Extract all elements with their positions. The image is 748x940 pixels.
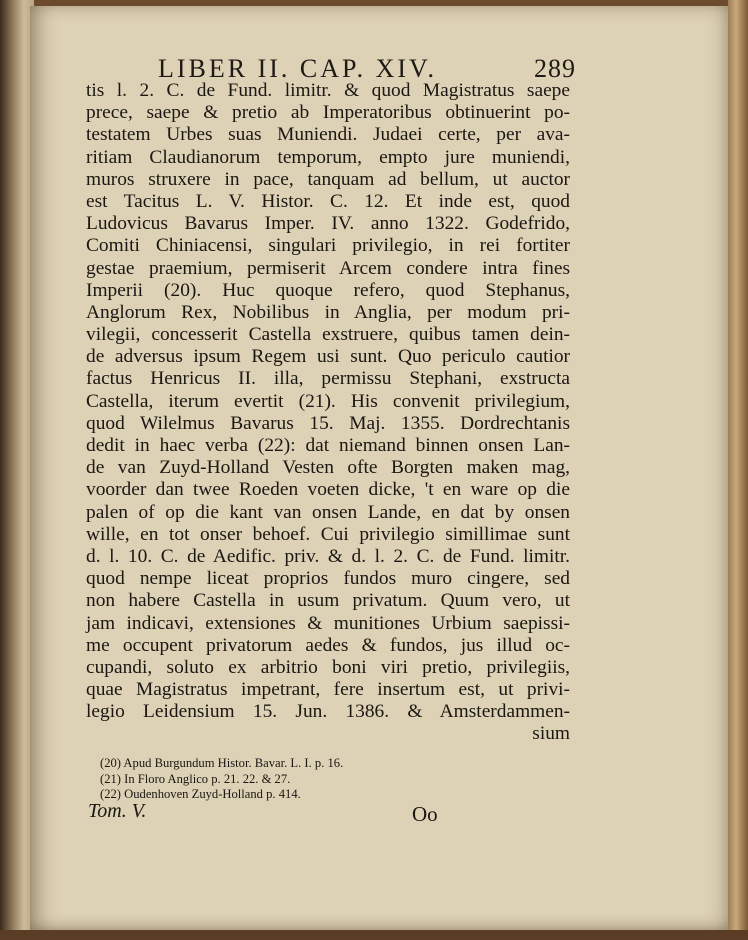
book-right-edge [728, 0, 748, 940]
text-line: quod Wilelmus Bavarus 15. Maj. 1355. Dordrechtanis [86, 412, 570, 434]
text-line: de adversus ipsum Regem usi sunt. Quo periculo cautior [86, 346, 570, 368]
footnotes [100, 756, 520, 803]
text-line: legio Leidensium 15. Jun. 1386. & Amsterdammen- [86, 701, 570, 723]
book-bottom-edge [0, 930, 748, 940]
body-text [86, 80, 570, 746]
text-line: muros struxere in pace, tanquam ad bellum, ut auctor [86, 168, 570, 190]
text-line: d. l. 10. C. de Aedific. priv. & d. l. 2. C. de Fund. limitr. [86, 545, 570, 567]
page-number: 289 [534, 54, 576, 83]
text-line: ritiam Claudianorum temporum, empto jure muniendi, [86, 146, 570, 168]
text-line: factus Henricus II. illa, permissu Stephani, exstructa [86, 368, 570, 390]
text-line: est Tacitus L. V. Histor. C. 12. Et inde est, quod [86, 190, 570, 212]
text-line: prece, saepe & pretio ab Imperatoribus obtinuerint po- [86, 102, 570, 124]
text-line: Comiti Chiniacensi, singulari privilegio, in rei fortiter [86, 235, 570, 257]
catchword: Oo [412, 802, 438, 826]
text-line: cupandi, soluto ex arbitrio boni viri pretio, privilegiis, [86, 656, 570, 678]
footnote: (21) In Floro Anglico p. 21. 22. & 27. [100, 771, 291, 786]
footnote: (20) Apud Burgundum Histor. Bavar. L. I. p. 16. [100, 756, 344, 770]
text-line: dedit in haec verba (22): dat niemand binnen onsen Lan- [86, 435, 570, 456]
text-line: non habere Castella in usum privatum. Quum vero, ut [86, 590, 570, 612]
text-line: quod nempe liceat proprios fundos muro cingere, sed [86, 568, 570, 590]
book-left-edge [0, 0, 34, 940]
text-line: wille, en tot onser behoef. Cui privilegio simillimae sunt [86, 523, 570, 545]
text-line: palen of op die kant van onsen Lande, en dat by onsen [86, 501, 570, 523]
text-line: tis l. 2. C. de Fund. limitr. & quod Magistratus saepe [86, 80, 570, 101]
text-line: Ludovicus Bavarus Imper. IV. anno 1322. Godefrido, [86, 213, 570, 235]
footnote: (22) Oudenhoven Zuyd-Holland p. 414. [100, 787, 301, 801]
signature-mark: Tom. V. [88, 800, 147, 822]
text-line: Anglorum Rex, Nobilibus in Anglia, per modum pri- [86, 301, 570, 323]
text-line: vilegii, concesserit Castella exstruere, quibus tamen dein- [86, 324, 570, 346]
text-line: testatem Urbes suas Muniendi. Judaei certe, per ava- [86, 124, 570, 146]
text-line: voorder dan twee Roeden voeten dicke, 't en ware op die [86, 479, 570, 501]
text-line: sium [532, 723, 570, 745]
text-line: me occupent privatorum aedes & fundos, jus illud oc- [86, 634, 570, 656]
text-line: jam indicavi, extensiones & munitiones Urbium saepissi- [86, 612, 570, 634]
text-line: Castella, iterum evertit (21). His convenit privilegium, [86, 390, 570, 412]
text-line: de van Zuyd-Holland Vesten ofte Borgten maken mag, [86, 457, 570, 479]
text-line: quae Magistratus impetrant, fere insertum est, ut privi- [86, 679, 570, 701]
running-head-title: LIBER II. CAP. XIV. [158, 54, 437, 83]
text-line: Imperii (20). Huc quoque refero, quod Stephanus, [86, 279, 570, 301]
text-line: gestae praemium, permiserit Arcem condere intra fines [86, 257, 570, 279]
